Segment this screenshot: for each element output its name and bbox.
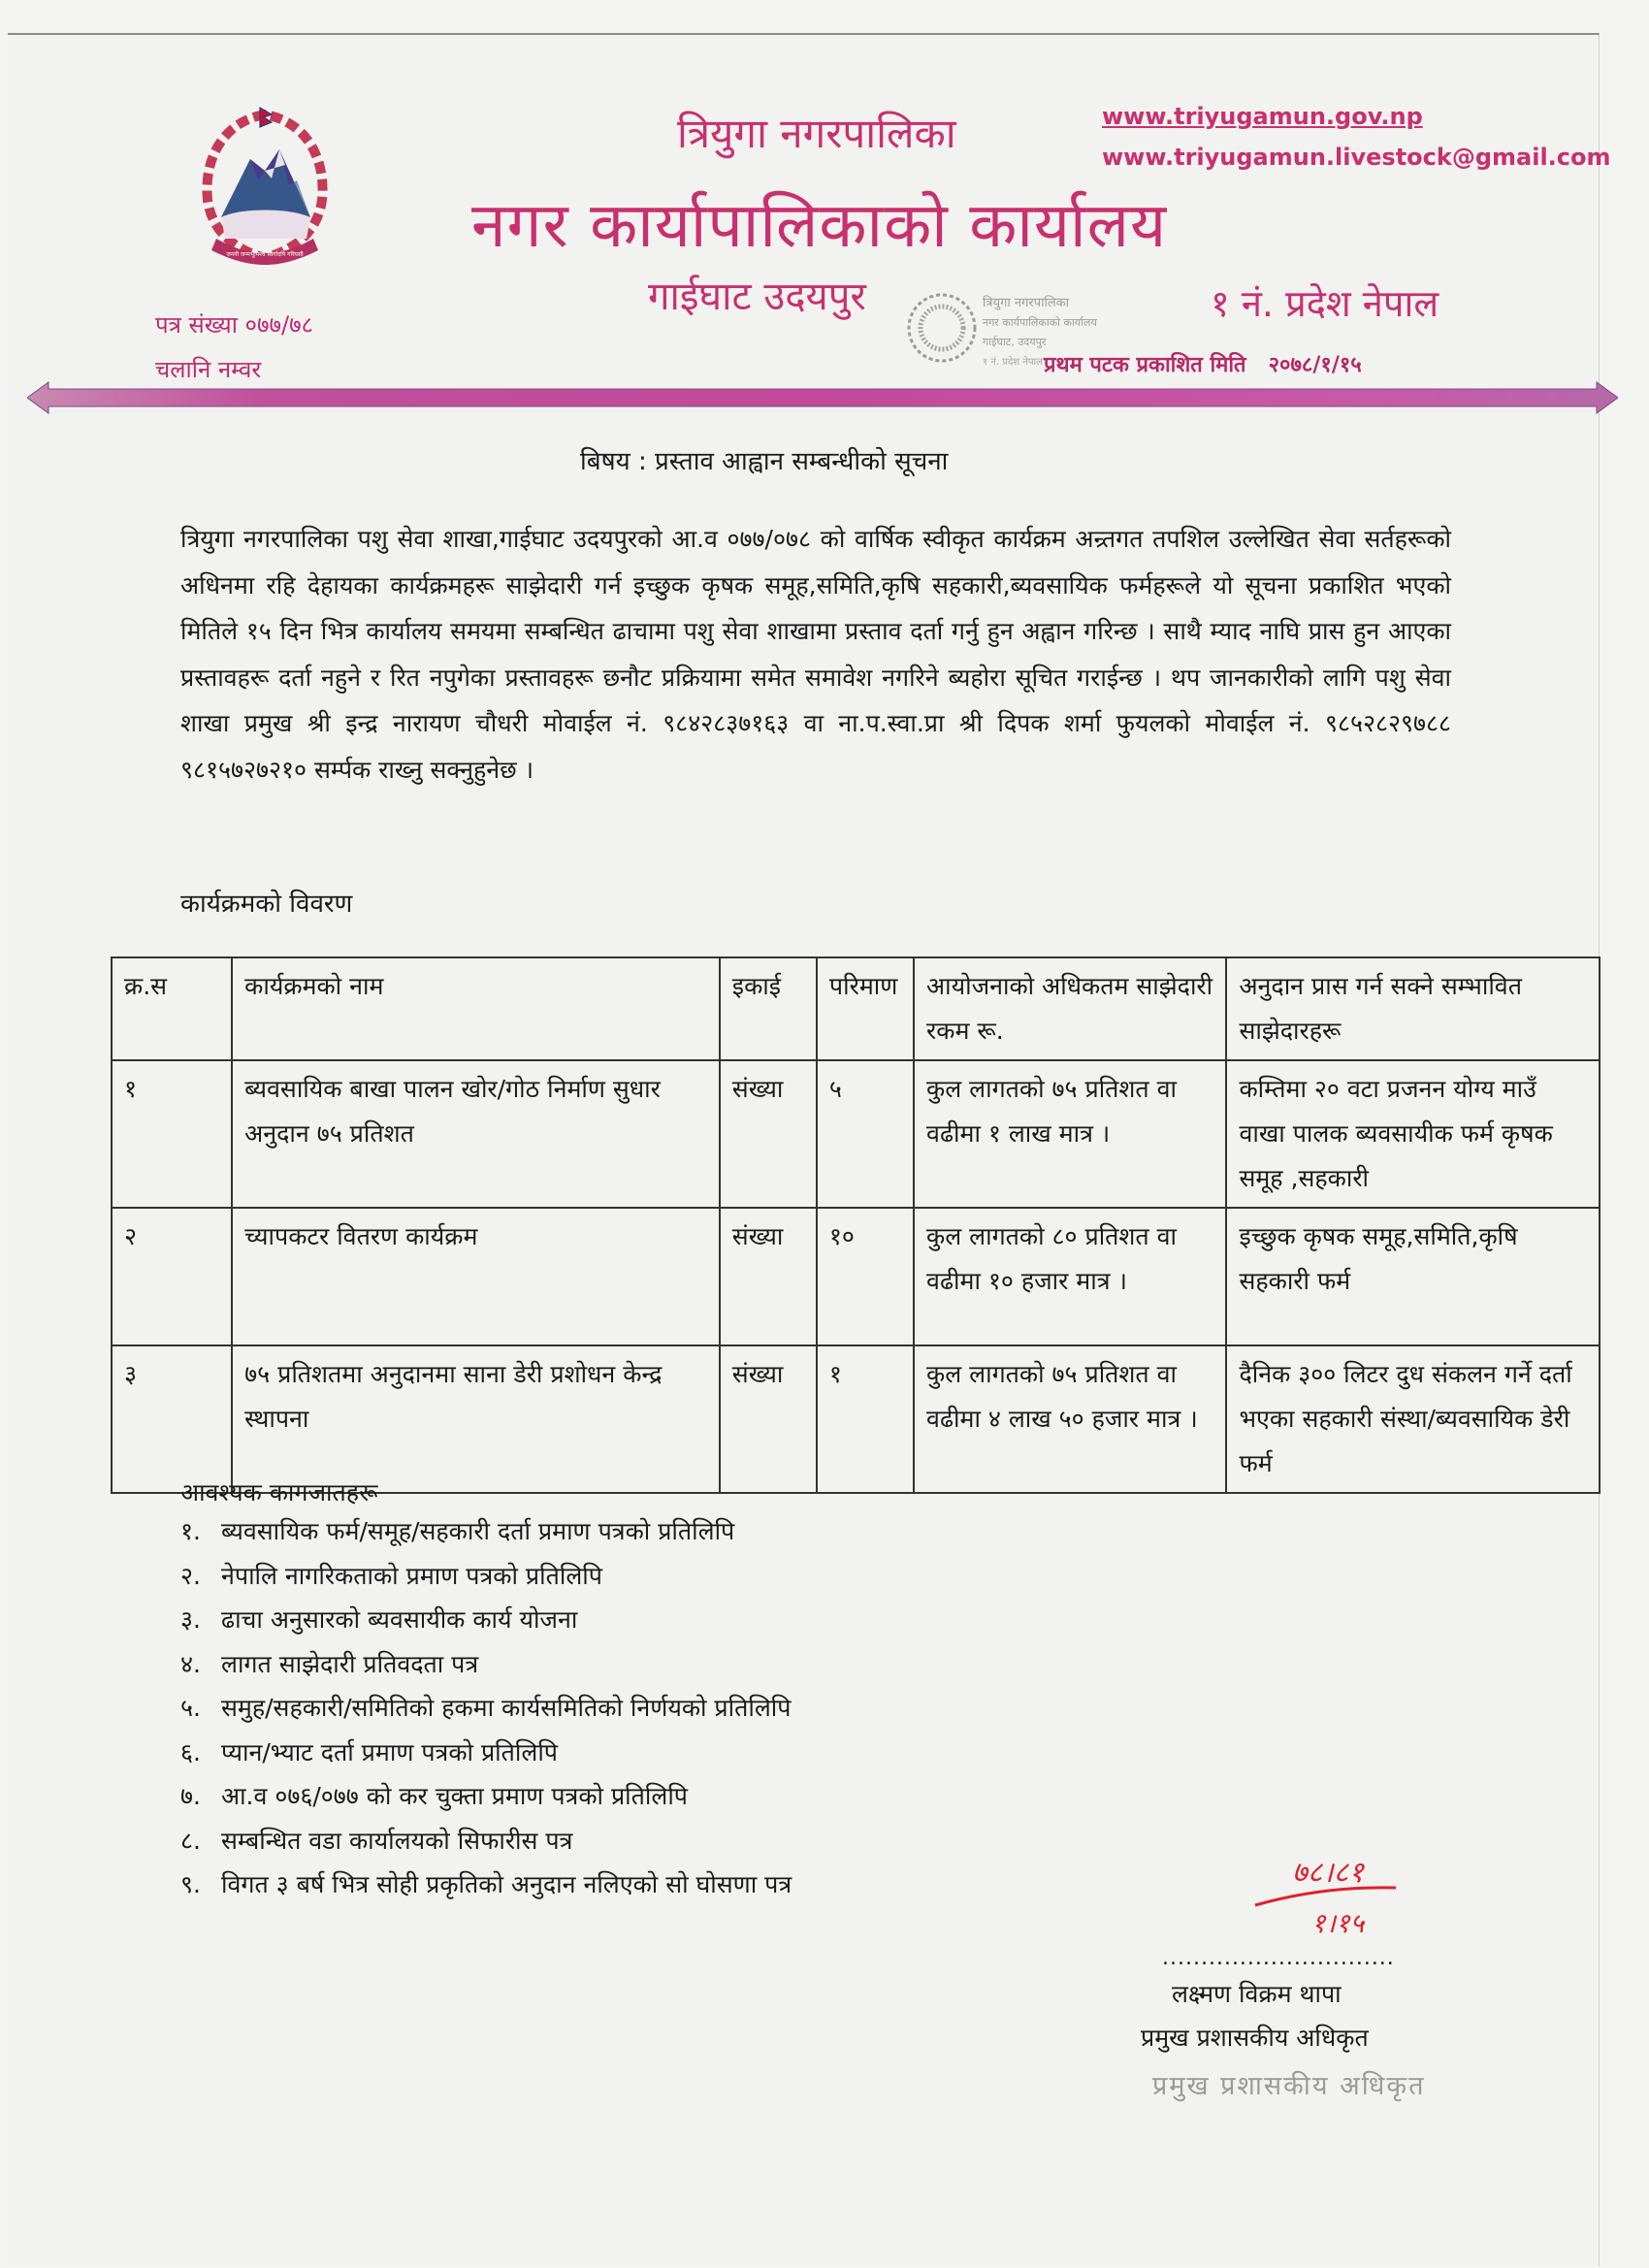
cell-unit: संख्या xyxy=(720,1345,817,1493)
item-text: समुह/सहकारी/समितिको हकमा कार्यसमितिको निर्णयको प्रतिलिपि xyxy=(221,1694,792,1722)
notice-page xyxy=(8,33,1611,2266)
cell-quantity: १ xyxy=(817,1345,914,1493)
cell-quantity: ५ xyxy=(817,1060,914,1208)
table-row xyxy=(112,1208,1600,1345)
emblem-motto: जननी जन्मभूमिश्च स्वर्गादपि गरियसी xyxy=(226,251,304,258)
notice-body: त्रियुगा नगरपालिका पशु सेवा शाखा,गाईघाट उदयपुरको आ.व ०७७/०७८ को वार्षिक स्वीकृत कार्यक्रम अन्र्तगत तपशिल उल्लेखित सेवा सर्तहरूको अधिनमा रहि देहायका कार्यक्रमहरू साझेदारी गर्न इच्छुक कृषक समूह,समिति,कृषि सहकारी,ब्यवसायिक फर्महरूले यो सूचना प्रकाशित भएको मितिले १५ दिन भित्र कार्यालय समयमा सम्बन्धित ढाचामा पशु सेवा शाखामा प्रस्ताव दर्ता गर्नु हुन अह्वान गरिन्छ । साथै म्याद नाघि प्रास हुन आएका प्रस्तावहरू दर्ता नहुने र रित नपुगेका प्रस्तावहरू छनौट प्रक्रियामा समेत समावेश नगरिने ब्यहोरा सूचित गराईन्छ । थप जानकारीको लागि पशु सेवा शाखा प्रमुख श्री इन्द्र नारायण चौधरी मोवाईल नं. ९८४२८३७१६३ वा ना.प.स्वा.प्रा श्री दिपक शर्मा फुयलको मोवाईल नं. ९८५२८२९७८८ ९८१५७२७२१० सर्म्पक राख्नु सक्नुहुनेछ । xyxy=(180,525,1451,784)
signatory-designation: प्रमुख प्रशासकीय अधिकृत xyxy=(1141,2024,1369,2052)
designation-stamp: प्रमुख प्रशासकीय अधिकृत xyxy=(1152,2071,1426,2101)
item-number: ४. xyxy=(180,1649,201,1678)
signatory-name: लक्ष्मण विक्रम थापा xyxy=(1172,1980,1342,2008)
handwritten-note-bottom: १।१५ xyxy=(1310,1907,1365,1939)
item-text: नेपालि नागरिकताको प्रमाण पत्रको प्रतिलिपि xyxy=(221,1561,602,1590)
handwritten-note-top: ७८।८१ xyxy=(1292,1856,1364,1890)
letter-number: पत्र संख्या ०७७/७८ xyxy=(155,311,314,339)
cell-program-name: ब्यवसायिक बाखा पालन खोर/गोठ निर्माण सुधार अनुदान ७५ प्रतिशत xyxy=(232,1060,720,1208)
item-number: ६. xyxy=(180,1737,201,1766)
list-item xyxy=(180,1731,792,1775)
item-number: ५. xyxy=(180,1694,201,1722)
office-title: नगर कार्यापालिकाको कार्यालय xyxy=(471,190,1168,262)
cell-max-amount: कुल लागतको ७५ प्रतिशत वा वढीमा ४ लाख ५० हजार मात्र । xyxy=(914,1345,1226,1493)
item-text: प्यान/भ्याट दर्ता प्रमाण पत्रको प्रतिलिपि xyxy=(221,1737,559,1766)
programs-section-title: कार्यक्रमको विवरण xyxy=(180,890,353,919)
item-number: २. xyxy=(180,1561,201,1590)
nepal-emblem-icon xyxy=(182,103,347,277)
list-item xyxy=(180,1863,792,1907)
cell-max-amount: कुल लागतको ७५ प्रतिशत वा वढीमा १ लाख मात्र । xyxy=(914,1060,1226,1208)
cell-program-name: ७५ प्रतिशतमा अनुदानमा साना डेरी प्रशोधन केन्द्र स्थापना xyxy=(232,1345,720,1493)
office-stamp-icon xyxy=(905,289,1128,435)
table-row xyxy=(112,1060,1600,1208)
item-number: ७. xyxy=(180,1782,201,1810)
list-item xyxy=(180,1598,792,1642)
first-published-label: प्रथम पटक प्रकाशित मिति xyxy=(1044,353,1246,377)
cell-sn: ३ xyxy=(112,1345,232,1493)
header-sn: क्र.स xyxy=(112,957,232,1060)
stamp-line-3: गाईघाट, उदयपुर xyxy=(983,336,1047,348)
item-number: ९. xyxy=(180,1870,201,1898)
table-row xyxy=(112,1345,1600,1493)
item-number: १. xyxy=(180,1517,201,1545)
header-partners: अनुदान प्रास गर्न सक्ने सम्भावित साझेदारहरू xyxy=(1226,957,1600,1060)
item-text: ढाचा अनुसारको ब्यवसायीक कार्य योजना xyxy=(221,1605,578,1634)
cell-unit: संख्या xyxy=(720,1208,817,1345)
cell-sn: २ xyxy=(112,1208,232,1345)
cell-partners: कम्तिमा २० वटा प्रजनन योग्य माउँ वाखा पालक ब्यवसायीक फर्म कृषक समूह ,सहकारी xyxy=(1226,1060,1600,1208)
stamp-line-1: त्रियुगा नगरपालिका xyxy=(983,296,1070,310)
stamp-line-2: नगर कार्यपालिकाको कार्यालय xyxy=(983,316,1097,329)
cell-max-amount: कुल लागतको ८० प्रतिशत वा वढीमा १० हजार मात्र । xyxy=(914,1208,1226,1345)
header-max-amount: आयोजनाको अधिकतम साझेदारी रकम रू. xyxy=(914,957,1226,1060)
website-link[interactable]: www.triyugamun.gov.np xyxy=(1102,103,1423,130)
item-text: सम्बन्धित वडा कार्यालयको सिफारीस पत्र xyxy=(221,1826,573,1855)
item-text: लागत साझेदारी प्रतिवदता पत्र xyxy=(221,1649,479,1678)
required-documents-title: आवश्यक कागजातहरू xyxy=(180,1478,378,1507)
cell-program-name: च्यापकटर वितरण कार्यक्रम xyxy=(232,1208,720,1345)
dispatch-number: चलानि नम्वर xyxy=(155,356,262,383)
table-header-row xyxy=(112,957,1600,1060)
list-item xyxy=(180,1774,792,1819)
cell-partners: दैनिक ३०० लिटर दुध संकलन गर्ने दर्ता भएका सहकारी संस्था/ब्यवसायिक डेरी फर्म xyxy=(1226,1345,1600,1493)
item-number: ३. xyxy=(180,1605,201,1634)
header-program-name: कार्यक्रमको नाम xyxy=(232,957,720,1060)
signature-line: .............................. xyxy=(1162,1946,1395,1970)
item-text: आ.व ०७६/०७७ को कर चुक्ता प्रमाण पत्रको प्रतिलिपि xyxy=(221,1782,688,1810)
cell-quantity: १० xyxy=(817,1208,914,1345)
cell-unit: संख्या xyxy=(720,1060,817,1208)
item-text: ब्यवसायिक फर्म/समूह/सहकारी दर्ता प्रमाण पत्रको प्रतिलिपि xyxy=(221,1517,735,1545)
stamp-line-4: १ नं. प्रदेश नेपाल xyxy=(983,357,1043,368)
cell-sn: १ xyxy=(112,1060,232,1208)
item-number: ८. xyxy=(180,1826,201,1855)
header-unit: इकाई xyxy=(720,957,817,1060)
notice-subject: बिषय : प्रस्ताव आह्वान सम्बन्धीको सूचना xyxy=(580,447,949,476)
municipality-name: त्रियुगा नगरपालिका xyxy=(677,110,956,157)
email-link[interactable]: www.triyugamun.livestock@gmail.com xyxy=(1102,144,1611,171)
office-location: गाईघाट उदयपुर xyxy=(648,275,866,319)
list-item xyxy=(180,1686,792,1731)
list-item xyxy=(180,1819,792,1863)
list-item xyxy=(180,1642,792,1687)
header-quantity: परिमाण xyxy=(817,957,914,1060)
required-documents-list xyxy=(180,1509,792,1907)
programs-table xyxy=(111,956,1600,1494)
item-text: विगत ३ बर्ष भित्र सोही प्रकृतिको अनुदान नलिएको सो घोसणा पत्र xyxy=(221,1870,792,1898)
header-divider-arrow-icon xyxy=(27,380,1618,415)
province-label: १ नं. प्रदेश नेपाल xyxy=(1211,282,1439,325)
list-item xyxy=(180,1509,792,1554)
first-published-value: २०७८/१/१५ xyxy=(1268,353,1362,377)
list-item xyxy=(180,1554,792,1599)
handwritten-date-note xyxy=(1236,1847,1410,1944)
cell-partners: इच्छुक कृषक समूह,समिति,कृषि सहकारी फर्म xyxy=(1226,1208,1600,1345)
